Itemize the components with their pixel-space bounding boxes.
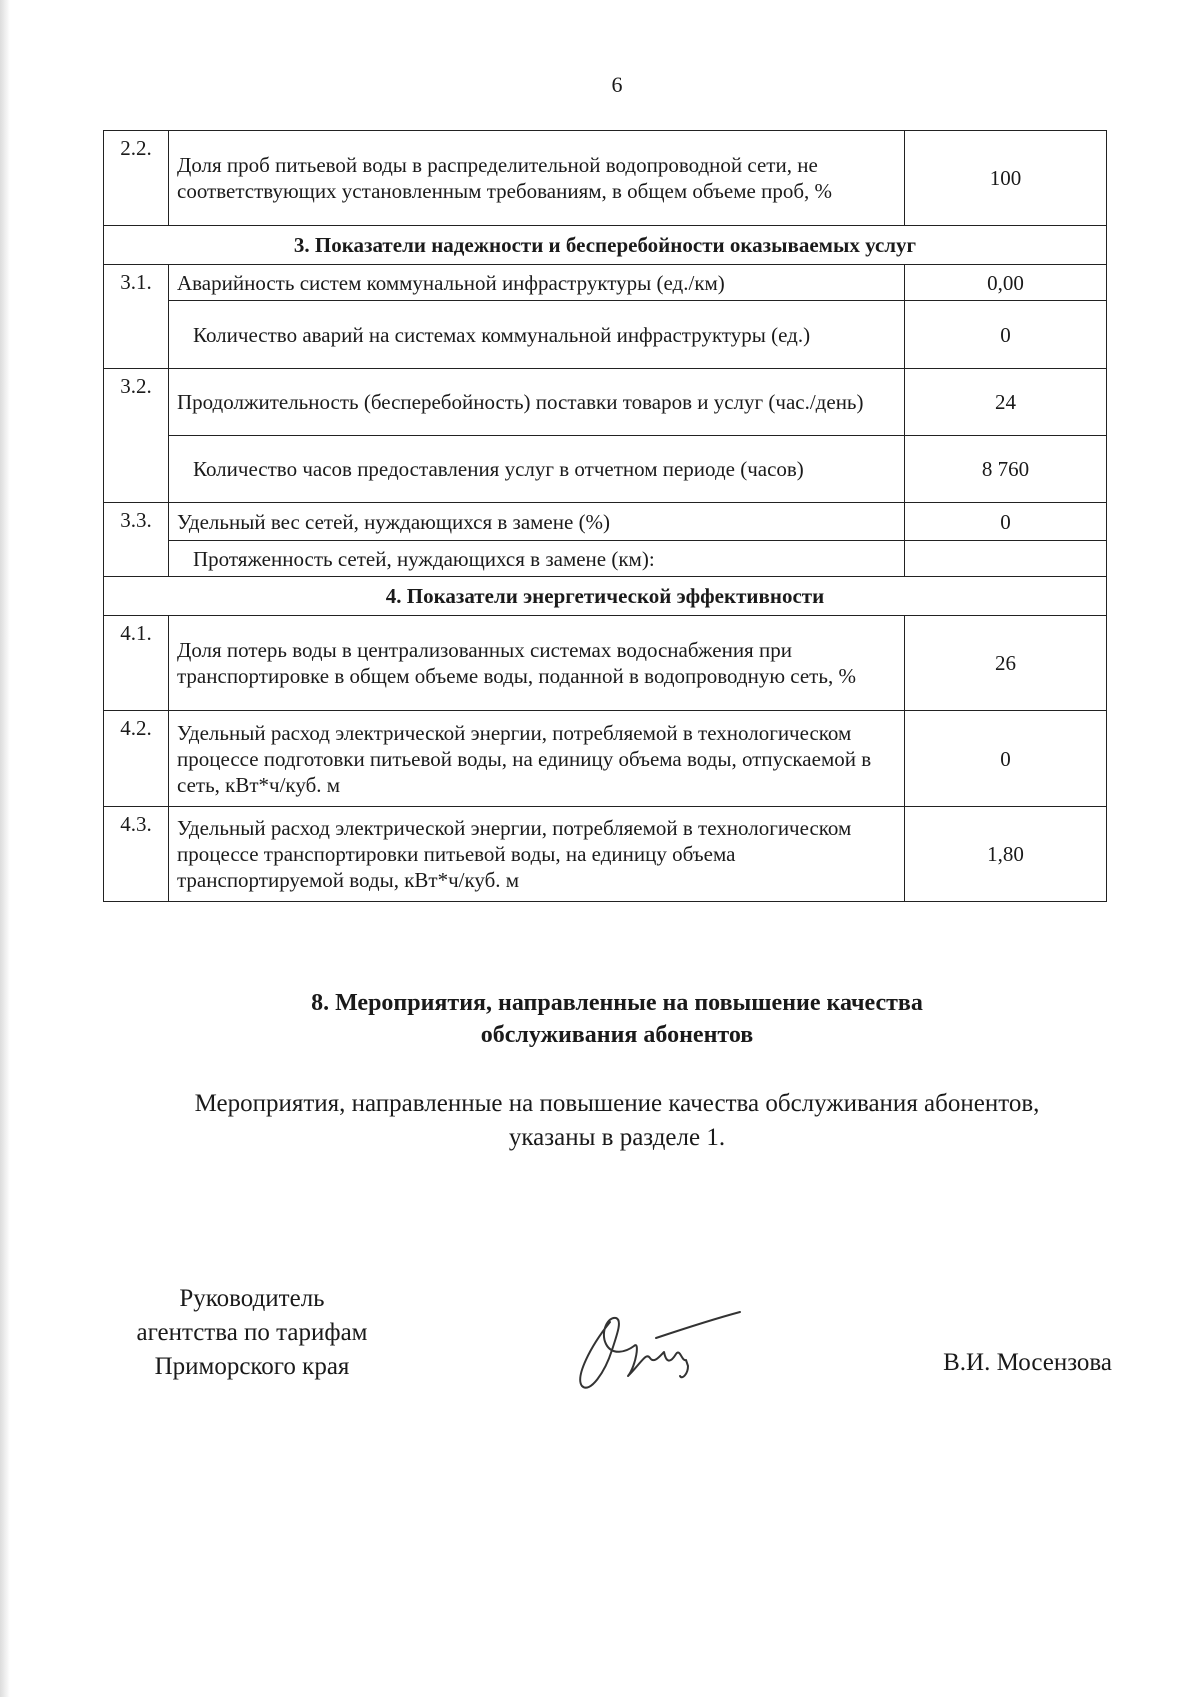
row-description: Доля проб питьевой воды в распределительной водопроводной сети, не соответствующих установленным требованиям, в общем объеме проб, % <box>169 131 905 226</box>
row-value: 0,00 <box>905 265 1107 301</box>
row-number: 4.2. <box>104 711 169 807</box>
section-header-row <box>104 577 1107 616</box>
row-description: Удельный вес сетей, нуждающихся в замене (%) <box>169 503 905 541</box>
table-row <box>104 616 1107 711</box>
signer-title-line: Приморского края <box>154 1353 350 1380</box>
table-row <box>104 436 1107 503</box>
row-number: 3.1. <box>104 265 169 369</box>
table-row <box>104 369 1107 436</box>
table-row <box>104 301 1107 369</box>
row-value: 24 <box>905 369 1107 436</box>
scan-edge-shadow <box>0 0 10 1697</box>
row-description: Продолжительность (бесперебойность) поставки товаров и услуг (час./день) <box>169 369 905 436</box>
section-title: 3. Показатели надежности и бесперебойности оказываемых услуг <box>104 226 1107 265</box>
row-value: 1,80 <box>905 807 1107 902</box>
section-8-body-line: Мероприятия, направленные на повышение качества обслуживания абонентов, <box>194 1090 1040 1117</box>
section-title: 4. Показатели энергетической эффективности <box>104 577 1107 616</box>
row-number: 3.3. <box>104 503 169 577</box>
row-value <box>905 541 1107 577</box>
table-row <box>104 711 1107 807</box>
row-value: 8 760 <box>905 436 1107 503</box>
section-8-body-line: указаны в разделе 1. <box>508 1124 726 1151</box>
row-value: 100 <box>905 131 1107 226</box>
table-row <box>104 541 1107 577</box>
indicators-table <box>103 130 1107 902</box>
table-row <box>104 265 1107 301</box>
signer-title-line: агентства по тарифам <box>136 1319 368 1346</box>
signer-title <box>112 1282 392 1384</box>
row-value: 0 <box>905 301 1107 369</box>
row-description: Удельный расход электрической энергии, потребляемой в технологическом процессе подготовки питьевой воды, на единицу объема воды, отпускаемой в сеть, кВт*ч/куб. м <box>169 711 905 807</box>
row-value: 0 <box>905 711 1107 807</box>
section-8-heading-line: обслуживания абонентов <box>480 1022 754 1048</box>
signer-title-line: Руководитель <box>179 1285 325 1312</box>
row-number: 4.3. <box>104 807 169 902</box>
row-value: 0 <box>905 503 1107 541</box>
handwritten-signature <box>570 1302 750 1402</box>
row-description: Удельный расход электрической энергии, потребляемой в технологическом процессе транспортировки питьевой воды, на единицу объема транспортируемой воды, кВт*ч/куб. м <box>169 807 905 902</box>
row-number: 2.2. <box>104 131 169 226</box>
table-row <box>104 503 1107 541</box>
section-8-heading-line: 8. Мероприятия, направленные на повышение качества <box>311 990 923 1016</box>
row-description: Количество аварий на системах коммунальной инфраструктуры (ед.) <box>169 301 905 369</box>
row-description: Количество часов предоставления услуг в отчетном периоде (часов) <box>169 436 905 503</box>
section-8-body <box>0 1087 1200 1155</box>
section-header-row <box>104 226 1107 265</box>
row-number: 3.2. <box>104 369 169 503</box>
row-number: 4.1. <box>104 616 169 711</box>
row-description: Аварийность систем коммунальной инфраструктуры (ед./км) <box>169 265 905 301</box>
section-8-heading <box>0 987 1200 1051</box>
row-description: Доля потерь воды в централизованных системах водоснабжения при транспортировке в общем объеме воды, поданной в водопроводную сеть, % <box>169 616 905 711</box>
row-description: Протяженность сетей, нуждающихся в замене (км): <box>169 541 905 577</box>
table-row <box>104 807 1107 902</box>
row-value: 26 <box>905 616 1107 711</box>
signer-name: В.И. Мосензова <box>943 1349 1112 1376</box>
table-row <box>104 131 1107 226</box>
page-number: 6 <box>611 72 623 97</box>
